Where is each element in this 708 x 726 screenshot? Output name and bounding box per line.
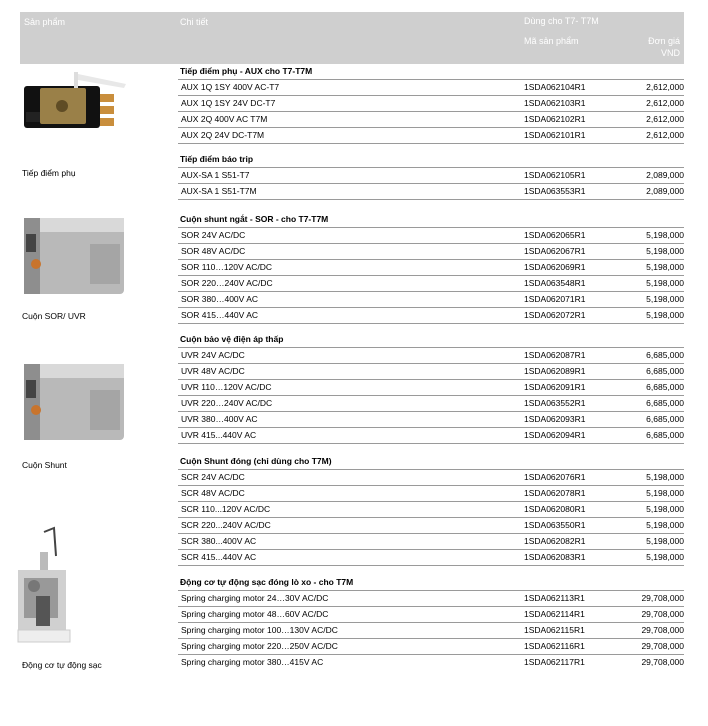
row-description: UVR 24V AC/DC [181,350,245,360]
row-price: 5,198,000 [646,262,684,272]
table-row [178,591,684,607]
row-code: 1SDA062071R1 [524,294,586,304]
row-price: 29,708,000 [641,657,684,667]
table-row [178,308,684,324]
row-price: 5,198,000 [646,552,684,562]
row-price: 5,198,000 [646,294,684,304]
table-row [178,228,684,244]
table-row [178,348,684,364]
table-row [178,184,684,200]
row-code: 1SDA062094R1 [524,430,586,440]
sor-uvr-coil-image [20,214,128,300]
table-row [178,364,684,380]
row-description: UVR 220…240V AC/DC [181,398,273,408]
row-description: SOR 380…400V AC [181,294,259,304]
table-row [178,550,684,566]
row-description: SCR 415...440V AC [181,552,257,562]
product-label-sor-uvr: Cuộn SOR/ UVR [22,311,86,321]
table-row [178,518,684,534]
row-code: 1SDA062089R1 [524,366,586,376]
row-code: 1SDA062082R1 [524,536,586,546]
row-description: SCR 380...400V AC [181,536,257,546]
table-row [178,428,684,444]
row-code: 1SDA062083R1 [524,552,586,562]
table-row [178,112,684,128]
product-label-aux: Tiếp điểm phụ [22,168,76,178]
row-code: 1SDA062078R1 [524,488,586,498]
row-price: 6,685,000 [646,382,684,392]
section-title: Tiếp điểm báo trip [178,152,684,168]
row-code: 1SDA063548R1 [524,278,586,288]
section-trip-contact [178,152,684,200]
aux-contact-image [22,68,132,138]
row-code: 1SDA062117R1 [524,657,585,667]
spring-motor-image [14,526,86,650]
row-description: SOR 415…440V AC [181,310,259,320]
row-description: UVR 48V AC/DC [181,366,245,376]
row-description: Spring charging motor 220…250V AC/DC [181,641,338,651]
table-row [178,380,684,396]
row-description: AUX 1Q 1SY 24V DC-T7 [181,98,276,108]
table-row [178,534,684,550]
header-use-for: Dùng cho T7- T7M [524,16,599,26]
row-description: SOR 24V AC/DC [181,230,246,240]
row-price: 5,198,000 [646,230,684,240]
row-description: Spring charging motor 380…415V AC [181,657,324,667]
table-row [178,128,684,144]
header-price: Đơn giá [648,36,680,46]
row-description: UVR 415...440V AC [181,430,257,440]
row-code: 1SDA062104R1 [524,82,586,92]
header-code: Mã sản phẩm [524,36,579,46]
product-label-motor: Động cơ tự động sạc [22,660,102,670]
header-product: Sản phẩm [24,17,66,27]
row-code: 1SDA063553R1 [524,186,586,196]
row-description: SCR 220...240V AC/DC [181,520,271,530]
row-code: 1SDA063552R1 [524,398,586,408]
row-description: Spring charging motor 48…60V AC/DC [181,609,329,619]
row-code: 1SDA062116R1 [524,641,585,651]
row-price: 2,612,000 [646,98,684,108]
row-description: AUX-SA 1 S51-T7 [181,170,250,180]
row-description: UVR 110…120V AC/DC [181,382,272,392]
row-code: 1SDA062076R1 [524,472,586,482]
row-price: 5,198,000 [646,310,684,320]
row-price: 6,685,000 [646,414,684,424]
row-code: 1SDA062105R1 [524,170,586,180]
product-label-shunt: Cuộn Shunt [22,460,67,470]
table-row [178,486,684,502]
row-code: 1SDA063550R1 [524,520,586,530]
row-price: 5,198,000 [646,536,684,546]
row-price: 2,612,000 [646,114,684,124]
row-price: 6,685,000 [646,430,684,440]
section-uvr [178,332,684,444]
section-scr [178,454,684,566]
table-row [178,276,684,292]
row-price: 6,685,000 [646,366,684,376]
table-row [178,396,684,412]
row-code: 1SDA062114R1 [524,609,585,619]
row-price: 2,089,000 [646,186,684,196]
table-row [178,607,684,623]
row-price: 29,708,000 [641,593,684,603]
row-code: 1SDA062102R1 [524,114,586,124]
section-title: Động cơ tự động sạc đóng lò xo - cho T7M [178,575,684,591]
row-price: 29,708,000 [641,609,684,619]
table-row [178,80,684,96]
row-price: 2,089,000 [646,170,684,180]
row-price: 29,708,000 [641,641,684,651]
row-description: SCR 48V AC/DC [181,488,245,498]
row-price: 5,198,000 [646,504,684,514]
row-price: 6,685,000 [646,350,684,360]
row-description: AUX-SA 1 S51-T7M [181,186,257,196]
row-price: 5,198,000 [646,488,684,498]
section-title: Cuộn bảo vệ điện áp thấp [178,332,684,348]
row-description: AUX 2Q 400V AC T7M [181,114,268,124]
table-row [178,96,684,112]
row-code: 1SDA062072R1 [524,310,586,320]
row-price: 2,612,000 [646,130,684,140]
row-price: 5,198,000 [646,246,684,256]
table-row [178,502,684,518]
row-code: 1SDA062087R1 [524,350,586,360]
row-code: 1SDA062101R1 [524,130,586,140]
row-code: 1SDA062091R1 [524,382,586,392]
table-row [178,292,684,308]
table-row [178,655,684,670]
row-price: 5,198,000 [646,520,684,530]
row-description: SCR 110...120V AC/DC [181,504,271,514]
row-price: 5,198,000 [646,472,684,482]
header-detail: Chi tiết [180,17,209,27]
row-description: AUX 1Q 1SY 400V AC-T7 [181,82,280,92]
row-description: SOR 220…240V AC/DC [181,278,273,288]
row-description: SCR 24V AC/DC [181,472,245,482]
row-description: SOR 110…120V AC/DC [181,262,273,272]
row-code: 1SDA062115R1 [524,625,585,635]
row-code: 1SDA062093R1 [524,414,586,424]
row-code: 1SDA062069R1 [524,262,586,272]
section-aux [178,64,684,144]
shunt-coil-image [20,360,128,446]
row-price: 6,685,000 [646,398,684,408]
row-description: AUX 2Q 24V DC-T7M [181,130,265,140]
row-price: 29,708,000 [641,625,684,635]
section-motor [178,575,684,670]
table-row [178,412,684,428]
row-code: 1SDA062065R1 [524,230,586,240]
row-code: 1SDA062113R1 [524,593,585,603]
table-row [178,244,684,260]
table-header [20,12,684,64]
section-sor [178,212,684,324]
table-row [178,470,684,486]
row-description: UVR 380…400V AC [181,414,258,424]
table-row [178,168,684,184]
header-price-unit: VND [660,48,680,58]
row-description: Spring charging motor 100…130V AC/DC [181,625,338,635]
section-title: Tiếp điểm phụ - AUX cho T7-T7M [178,64,684,80]
row-description: Spring charging motor 24…30V AC/DC [181,593,329,603]
row-code: 1SDA062080R1 [524,504,586,514]
section-title: Cuộn shunt ngắt - SOR - cho T7-T7M [178,212,684,228]
row-code: 1SDA062103R1 [524,98,586,108]
row-price: 5,198,000 [646,278,684,288]
row-code: 1SDA062067R1 [524,246,586,256]
row-description: SOR 48V AC/DC [181,246,246,256]
section-title: Cuộn Shunt đóng (chỉ dùng cho T7M) [178,454,684,470]
table-row [178,260,684,276]
table-row [178,623,684,639]
row-price: 2,612,000 [646,82,684,92]
table-row [178,639,684,655]
